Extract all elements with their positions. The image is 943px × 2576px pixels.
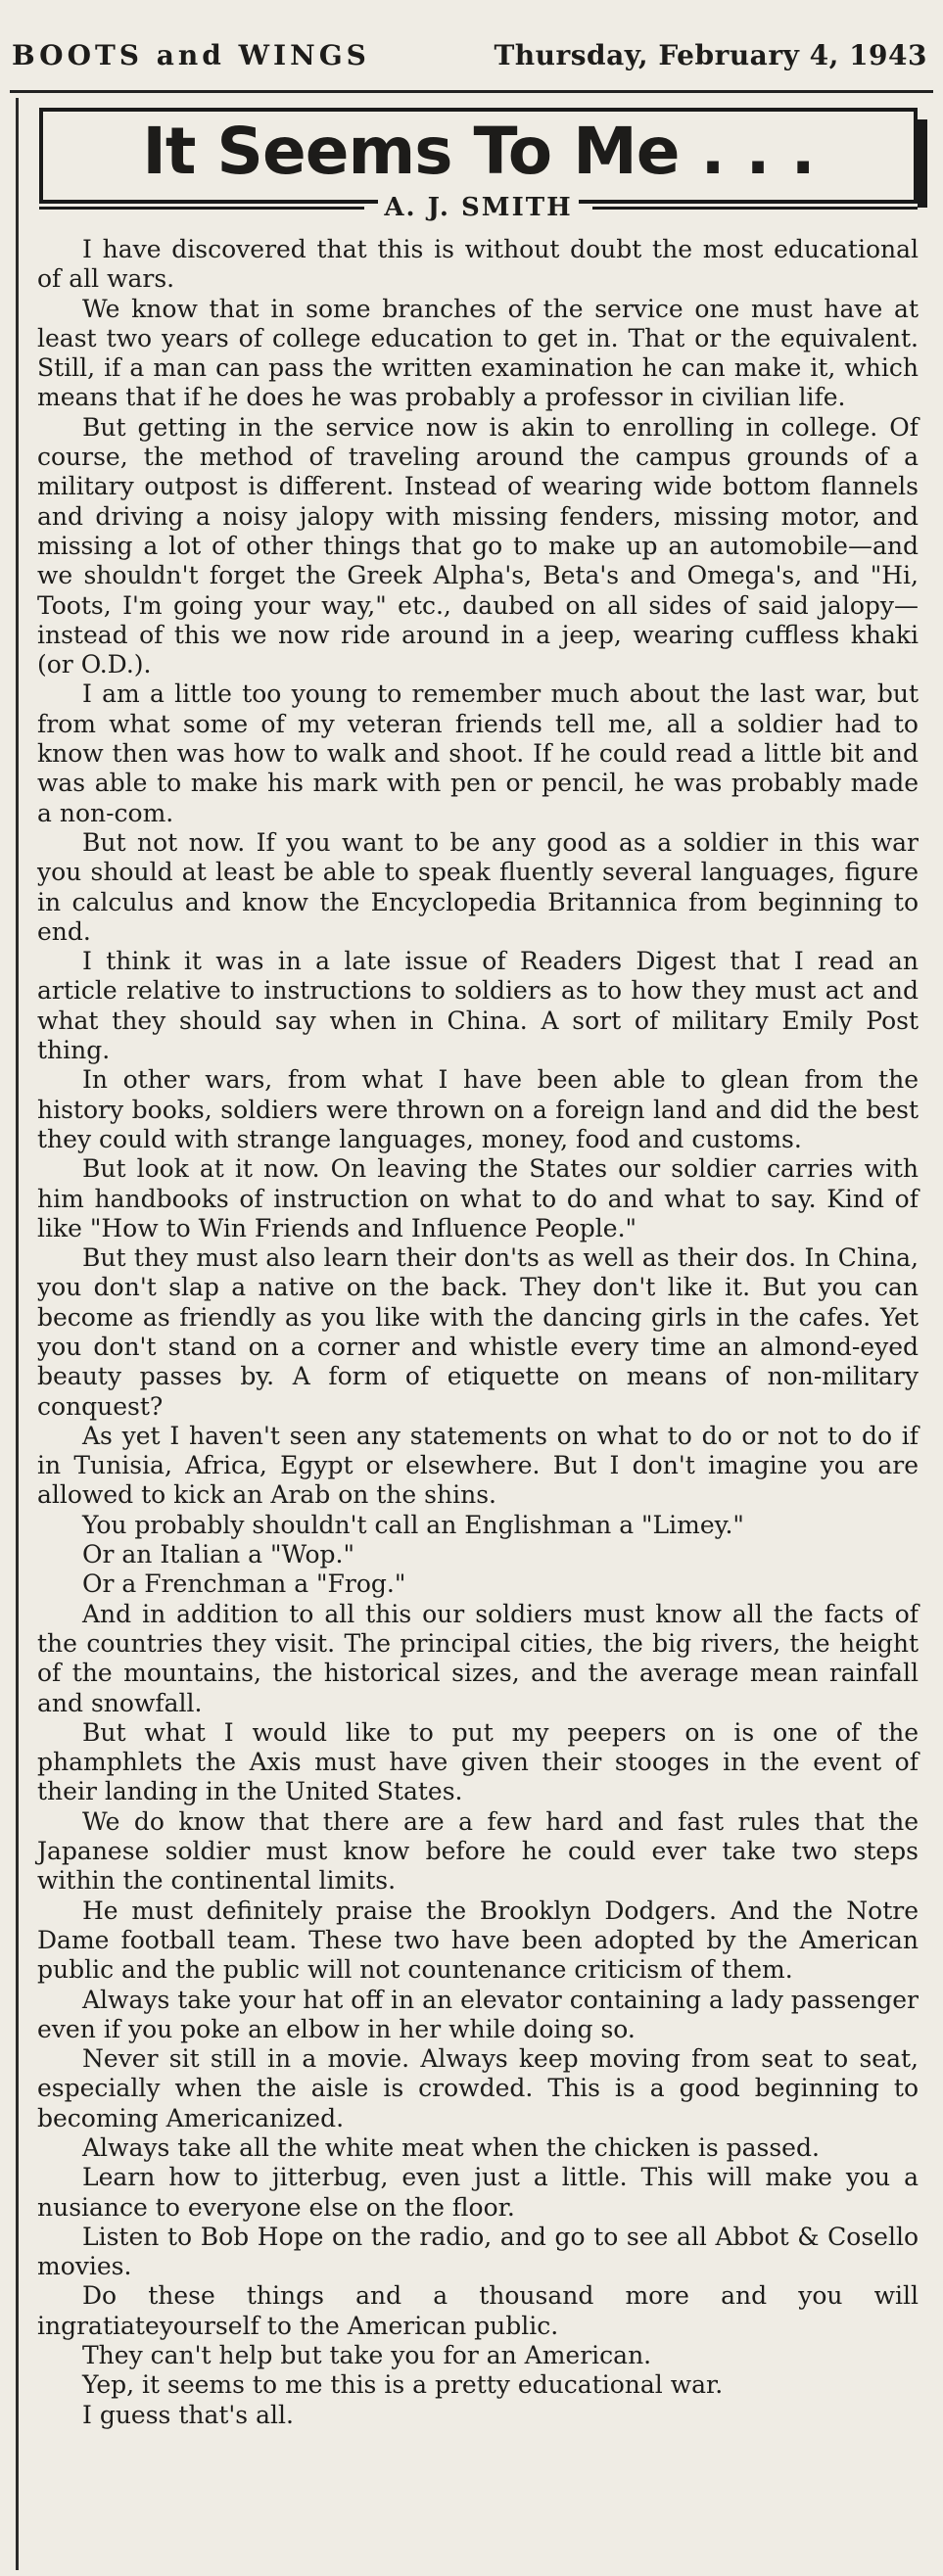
article-paragraph: You probably shouldn't call an Englishman a "Limey."	[82, 1510, 744, 1539]
article-paragraph: Always take all the white meat when the chicken is passed.	[82, 2133, 820, 2162]
article-paragraph: I think it was in a late issue of Readers Digest that I read an article relative to instructions to soldiers as to how they must act and what they should say when in China. A sort of military Emily Post thing.	[37, 947, 919, 1065]
article-paragraph: I have discovered that this is without doubt the most educational of all wars.	[37, 235, 919, 294]
article-paragraph: He must definitely praise the Brooklyn Dodgers. And the Notre Dame football team. These two have been adopted by the American public and the public will not countenance criticism of them.	[37, 1896, 919, 1985]
masthead	[12, 35, 927, 74]
article-paragraph: I guess that's all.	[82, 2400, 294, 2429]
article-paragraph: We know that in some branches of the service one must have at least two years of college education to get in. That or the equivalent. Still, if a man can pass the written examination he can make it, which means that if he does he was probably a professor in civilian life.	[37, 294, 919, 412]
byline-rule-right	[592, 207, 918, 210]
article-paragraph: But what I would like to put my peepers on is one of the phamphlets the Axis must have given their stooges in the event of their landing in the United States.	[37, 1717, 919, 1806]
masthead-rule	[10, 90, 933, 93]
column-title: It Seems To Me . . .	[142, 114, 815, 189]
article-paragraph: As yet I haven't seen any statements on what to do or not to do if in Tunisia, Africa, Egypt or elsewhere. But I don't imagine you are allowed to kick an Arab on the shins.	[37, 1421, 919, 1510]
headline-box-shadow	[918, 119, 927, 208]
article-paragraph: Or a Frenchman a "Frog."	[82, 1569, 406, 1599]
article-paragraph: Yep, it seems to me this is a pretty educational war.	[82, 2370, 724, 2400]
article-paragraph: In other wars, from what I have been able to glean from the history books, soldiers were thrown on a foreign land and did the best they could with strange languages, money, food and customs.	[37, 1065, 919, 1153]
article-paragraph: But look at it now. On leaving the States our soldier carries with him handbooks of instruction on what to do and what to say. Kind of like "How to Win Friends and Influence People."	[37, 1154, 919, 1242]
paper-name: BOOTS and WINGS	[12, 38, 370, 71]
article-paragraph: But they must also learn their don'ts as well as their dos. In China, you don't slap a native on the back. They don't like it. But you can become as friendly as you like with the dancing girls in the cafes. Yet you don't stand on a corner and whistle every time an almond-eyed beauty passes by. A form of etiquette on means of non-military conquest?	[37, 1243, 919, 1421]
article-paragraph: Never sit still in a movie. Always keep moving from seat to seat, especially when the aisle is crowded. This is a good beginning to becoming Americanized.	[37, 2044, 919, 2132]
article-paragraph: But not now. If you want to be any good as a soldier in this war you should at least be able to speak fluently several languages, figure in calculus and know the Encyclopedia Britannica from beginning to end.	[37, 827, 919, 946]
article-paragraph: Always take your hat off in an elevator containing a lady passenger even if you poke an elbow in her while doing so.	[37, 1985, 919, 2043]
article-paragraph: I am a little too young to remember much about the last war, but from what some of my veteran friends tell me, all a soldier had to know then was how to walk and shoot. If he could read a little bit and was able to make his mark with pen or pencil, he was probably made a non-com.	[37, 679, 919, 827]
article-body	[37, 235, 919, 2430]
article-paragraph: They can't help but take you for an American.	[82, 2341, 652, 2370]
column-left-rule	[16, 98, 19, 2570]
article-paragraph: Listen to Bob Hope on the radio, and go to see all Abbot & Cosello movies.	[37, 2222, 919, 2281]
article-paragraph: But getting in the service now is akin to enrolling in college. Of course, the method of traveling around the campus grounds of a military outpost is different. Instead of wearing wide bottom flannels and driving a noisy jalopy with missing fenders, missing motor, and missing a lot of other things that go to make up an automobile—and we shouldn't forget the Greek Alpha's, Beta's and Omega's, and "Hi, Toots, I'm going your way," etc., daubed on all sides of said jalopy—instead of this we now ride around in a jeep, wearing cuffless khaki (or O.D.).	[37, 412, 919, 679]
article-paragraph: Learn how to jitterbug, even just a little. This will make you a nusiance to everyone else on the floor.	[37, 2163, 919, 2222]
article-paragraph: Or an Italian a "Wop."	[82, 1540, 354, 1569]
article-paragraph: And in addition to all this our soldiers must know all the facts of the countries they visit. The principal cities, the big rivers, the height of the mountains, the historical sizes, and the average mean rainfall and snowfall.	[37, 1599, 919, 1717]
article-paragraph: Do these things and a thousand more and you will ingratiateyourself to the American public.	[37, 2281, 919, 2340]
byline: A. J. SMITH	[378, 193, 578, 222]
byline-rule-left	[39, 207, 364, 210]
headline-box	[39, 108, 918, 204]
issue-date: Thursday, February 4, 1943	[494, 38, 927, 71]
article-paragraph: We do know that there are a few hard and fast rules that the Japanese soldier must know before he could ever take two steps within the continental limits.	[37, 1806, 919, 1896]
byline-row	[39, 191, 918, 224]
